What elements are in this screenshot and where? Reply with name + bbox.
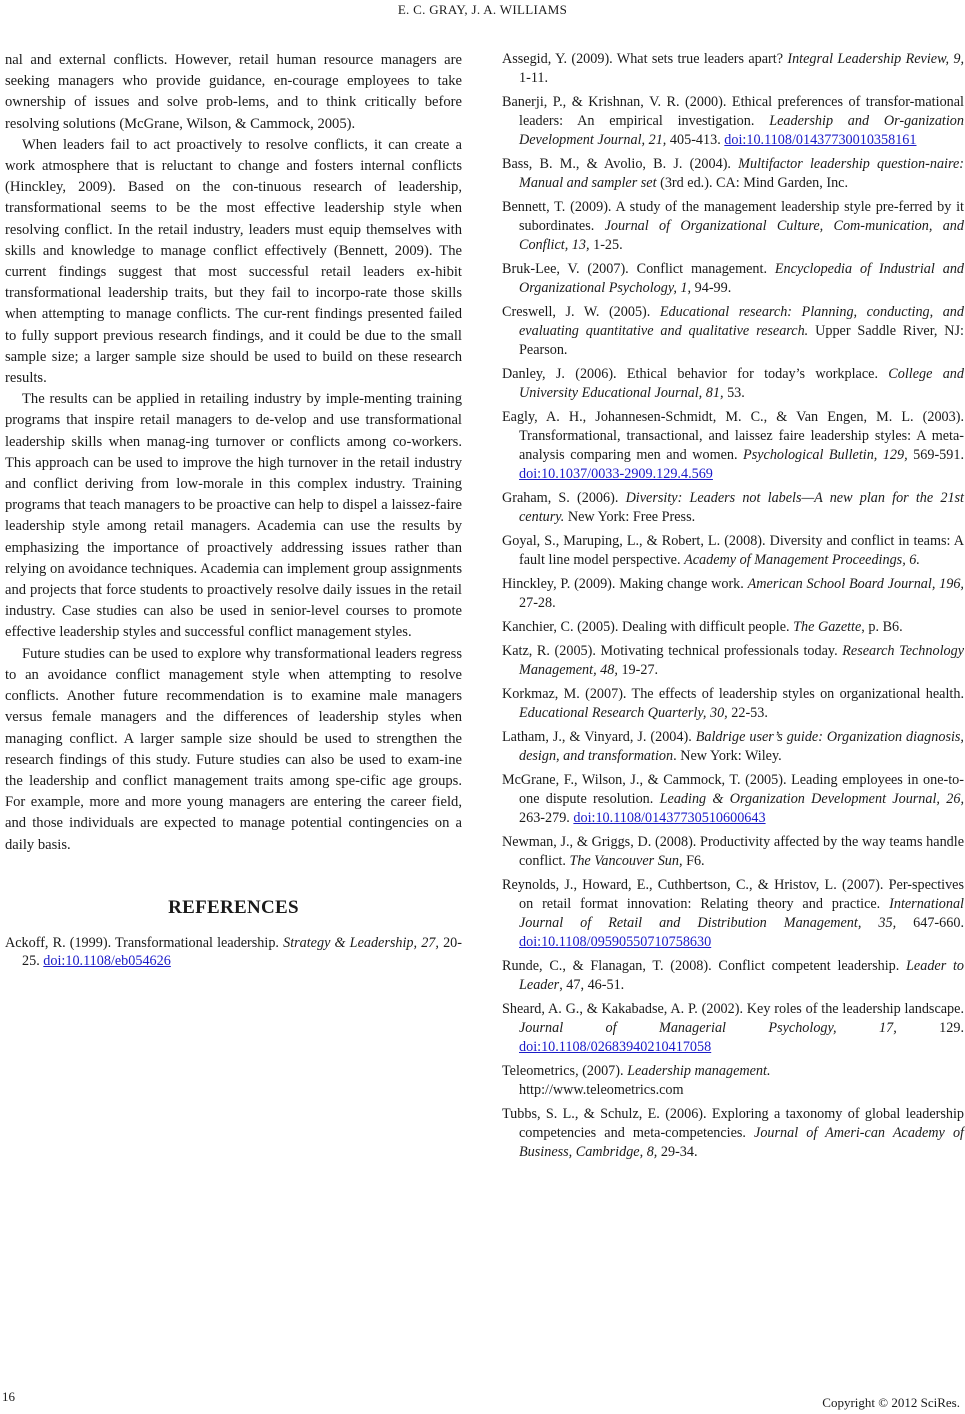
doi-link[interactable]: doi:10.1037/0033-2909.129.4.569 <box>519 466 713 482</box>
reference-authors-title: Sheard, A. G., & Kakabadse, A. P. (2002). Key roles of the leadership landscape. <box>502 1001 964 1017</box>
reference-pages: 405-413. <box>666 132 725 148</box>
reference-pages: 94-99. <box>691 280 732 296</box>
reference-pages: 27-28. <box>519 595 556 611</box>
reference-authors-title: Danley, J. (2006). Ethical behavior for today’s workplace. <box>502 366 889 382</box>
reference-authors-title: Kanchier, C. (2005). Dealing with difficult people. <box>502 619 794 635</box>
reference-entry <box>502 93 964 150</box>
reference-source: Academy of Management Proceedings, 6. <box>684 552 920 568</box>
reference-entry <box>502 685 964 723</box>
reference-authors-title: Bass, B. M., & Avolio, B. J. (2004). <box>502 156 739 172</box>
reference-authors-title: Creswell, J. W. (2005). <box>502 304 660 320</box>
reference-entry <box>502 155 964 193</box>
reference-source: Baldrige user’s guide: Organization diagnosis, design, and transformation <box>519 729 964 764</box>
reference-authors-title: Ackoff, R. (1999). Transformational leadership. <box>5 934 284 951</box>
reference-authors-title: Eagly, A. H., Johannesen-Schmidt, M. C., & Van Engen, M. L. (2003). Transformational, transactional, and laissez faire leadership styles: A meta-analysis comparing men and women. <box>502 409 964 463</box>
reference-authors-title: Teleometrics, (2007). <box>502 1063 628 1079</box>
body-paragraph: nal and external conflicts. However, retail human resource managers are seeking managers who provide guidance, en-courage employees to take ownership of issues and solve prob-lems, and to think critically before resolving solutions (McGrane, Wilson, & Cammock, 2005). <box>5 52 462 132</box>
reference-source: The Vancouver Sun, <box>569 853 683 869</box>
reference-authors-title: Graham, S. (2006). <box>502 490 626 506</box>
reference-source: The Gazette <box>793 619 862 635</box>
reference-pages: 1-11. <box>519 70 549 86</box>
doi-link[interactable]: doi:10.1108/01437730010358161 <box>724 132 917 148</box>
reference-entry <box>502 532 964 570</box>
reference-pages: 22-53. <box>727 705 768 721</box>
reference-source: Psychological Bulletin, 129, <box>743 447 908 463</box>
reference-pages: 129. <box>896 1020 964 1036</box>
reference-source: Leadership and Or-ganization Development Journal, 21, <box>519 113 964 148</box>
reference-authors-title: Tubbs, S. L., & Schulz, E. (2006). Exploring a taxonomy of global leadership competencies and meta-competencies. <box>502 1106 964 1141</box>
reference-source: Leader to Leader <box>519 958 964 993</box>
reference-entry <box>502 833 964 871</box>
reference-authors-title: Katz, R. (2005). Motivating technical professionals today. <box>502 643 843 659</box>
reference-authors-title: Hinckley, P. (2009). Making change work. <box>502 576 748 592</box>
reference-authors-title: Assegid, Y. (2009). What sets true leaders apart? <box>502 51 788 67</box>
reference-source: Diversity: Leaders not labels—A new plan for the 21st century. <box>519 490 964 525</box>
reference-entry <box>502 50 964 88</box>
reference-entry <box>502 365 964 403</box>
reference-entry <box>502 303 964 360</box>
reference-source: Multifactor leadership question-naire: Manual and sampler set <box>519 156 964 191</box>
reference-pages: 20-25. <box>22 934 462 969</box>
reference-source: Leading & Organization Development Journal, 26, <box>659 791 965 807</box>
reference-entry <box>502 1062 964 1100</box>
reference-authors-title: McGrane, F., Wilson, J., & Cammock, T. (2005). Leading employees in one-to-one dispute resolution. <box>502 772 964 807</box>
body-paragraph: When leaders fail to act proactively to resolve conflicts, it can create a work atmosphere that is reluctant to change and fosters internal conflicts (Hinckley, 2009). Based on the con-tinuous research of leadership, transformational seems to be the most effective leadership style when resolving conflict. In the retail industry, leaders must equip themselves with skills and knowledge to manage conflict effectively (Bennett, 2009). The current findings suggest that most successful retail leaders ex-hibit transformational leadership traits, but they fail to incorpo-rate those skills when attempting to manage conflicts. The cur-rent findings presented failed to fully support previous research findings, and it could be due to the small sample size; a larger sample size should be used to build on these research results. <box>5 136 462 387</box>
reference-pages: 29-34. <box>657 1144 698 1160</box>
reference-pages: F6. <box>682 853 705 869</box>
left-column <box>5 50 462 975</box>
reference-source: Strategy & Leadership, 27, <box>283 934 439 951</box>
references-heading: REFERENCES <box>168 896 299 918</box>
reference-pages: 263-279. <box>519 810 574 826</box>
reference-pages: 569-591. <box>907 447 964 463</box>
reference-entry <box>5 934 462 970</box>
reference-authors-title: Goyal, S., Maruping, L., & Robert, L. (2008). Diversity and conflict in teams: A fault line model perspective. <box>502 533 964 568</box>
reference-entry <box>502 957 964 995</box>
reference-pages: 19-27. <box>617 662 659 678</box>
reference-authors-title: Runde, C., & Flanagan, T. (2008). Conflict competent leadership. <box>502 958 907 974</box>
references-list-right <box>502 50 964 1162</box>
reference-entry <box>502 876 964 952</box>
reference-source: Integral Leadership Review, 9, <box>787 51 964 67</box>
right-column <box>502 50 964 1167</box>
page-number: 16 <box>2 1389 15 1404</box>
reference-entry <box>502 1105 964 1162</box>
reference-pages: , 47, 46-51. <box>559 977 625 993</box>
reference-authors-title: Korkmaz, M. (2007). The effects of leadership styles on organizational health. <box>502 686 964 702</box>
reference-entry <box>502 408 964 484</box>
reference-entry <box>502 489 964 527</box>
reference-authors-title: Banerji, P., & Krishnan, V. R. (2000). Ethical preferences of transfor-mational leaders: An empirical investigation. <box>502 94 964 129</box>
reference-authors-title: Bennett, T. (2009). A study of the management leadership style pre-ferred by it subordinates. <box>502 199 964 234</box>
reference-source: American School Board Journal, 196, <box>747 576 964 592</box>
reference-pages: 53. <box>723 385 745 401</box>
reference-authors-title: Latham, J., & Vinyard, J. (2004). <box>502 729 696 745</box>
doi-link[interactable]: doi:10.1108/01437730510600643 <box>573 810 766 826</box>
reference-source: College and University Educational Journal, 81, <box>519 366 964 401</box>
reference-entry <box>502 728 964 766</box>
reference-source: Educational Research Quarterly, 30, <box>519 705 728 721</box>
copyright-notice: Copyright © 2012 SciRes. <box>822 1395 960 1410</box>
doi-link[interactable]: doi:10.1108/09590550710758630 <box>519 934 712 950</box>
reference-pages: New York: Free Press. <box>564 509 696 525</box>
reference-entry <box>502 642 964 680</box>
reference-source: Journal of Ameri-can Academy of Business, Cambridge, 8, <box>519 1125 964 1160</box>
reference-authors-title: Bruk-Lee, V. (2007). Conflict management. <box>502 261 775 277</box>
reference-source: Research Technology Management, 48, <box>519 643 964 678</box>
reference-entry <box>502 198 964 255</box>
reference-source: Educational research: Planning, conducting, and evaluating quantitative and qualitative research. <box>519 304 964 339</box>
reference-pages: Upper Saddle River, NJ: Pearson. <box>519 323 964 358</box>
reference-entry <box>502 618 964 637</box>
reference-pages: 647-660. <box>896 915 964 931</box>
reference-pages: . New York: Wiley. <box>673 748 782 764</box>
reference-source: International Journal of Retail and Distribution Management, 35, <box>519 896 964 931</box>
doi-link[interactable]: doi:10.1108/02683940210417058 <box>519 1039 712 1055</box>
reference-source: Journal of Organizational Culture, Com-munication, and Conflict, 13, <box>519 218 964 253</box>
reference-entry <box>502 771 964 828</box>
reference-entry <box>502 575 964 613</box>
reference-authors-title: Reynolds, J., Howard, E., Cuthbertson, C., & Hristov, L. (2007). Per-spectives on retail format innovation: Relating theory and practice. <box>502 877 964 912</box>
body-paragraph: The results can be applied in retailing industry by imple-menting training programs that inspire retail managers to de-velop and use transformational leadership skills when manag-ing turnover or conflicts among co-workers. This approach can be used to improve the high turnover in the retail industry and conflict deriving from low-morale in this complex industry. Training programs that teach managers to be proactive can help to dispel a laissez-faire leadership style among retail managers. Academia can use the results by emphasizing the importance of proactively addressing issues rather than relying on avoidance techniques. Academia can implement group assignments and projects that force students to proactively resolve daily issues in the retail industry. Case studies can also be used in senior-level courses to promote effective leadership styles and successful conflict management styles. <box>5 391 462 641</box>
reference-pages: (3rd ed.). CA: Mind Garden, Inc. <box>656 175 849 191</box>
reference-source: Encyclopedia of Industrial and Organizational Psychology, 1, <box>519 261 965 296</box>
reference-authors-title: Newman, J., & Griggs, D. (2008). Productivity affected by the way teams handle conflict. <box>502 834 964 869</box>
reference-entry <box>502 1000 964 1057</box>
reference-pages: 1-25. <box>589 237 623 253</box>
body-paragraph: Future studies can be used to explore why transformational leaders regress to an avoidance conflict management style when attempting to resolve conflicts. Another future recommendation is to examine male managers versus female managers and the differences of leadership styles when managing conflict. A larger sample size should be used to strengthen the research findings of this study. Future studies can also be used to exam-ine the leadership and conflict management traits among spe-cific age groups. For example, more and more young managers are entering the career field, and those individuals are expected to manage potential contingencies on a daily basis. <box>5 645 462 853</box>
reference-pages: , p. B6. <box>861 619 903 635</box>
reference-entry <box>502 260 964 298</box>
reference-source: Journal of Managerial Psychology, 17, <box>519 1020 897 1036</box>
references-list-left <box>5 934 462 970</box>
reference-source: Leadership management. <box>627 1063 771 1079</box>
reference-url: http://www.teleometrics.com <box>519 1082 684 1098</box>
doi-link[interactable]: doi:10.1108/eb054626 <box>43 952 171 969</box>
running-header: E. C. GRAY, J. A. WILLIAMS <box>397 2 568 17</box>
